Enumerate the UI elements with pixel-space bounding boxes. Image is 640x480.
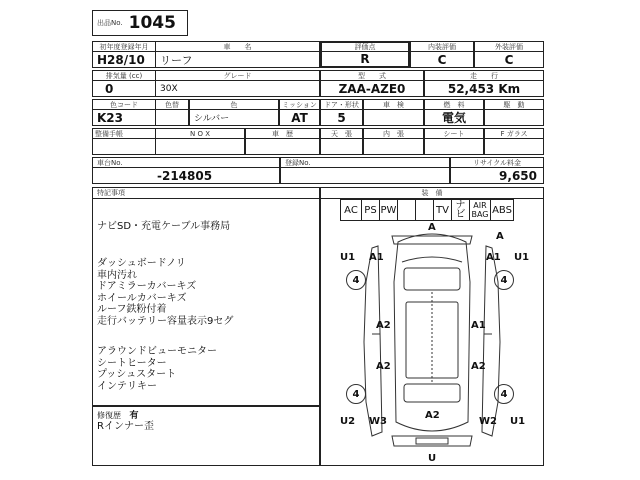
seat-value — [424, 138, 484, 155]
interior-score-label: 内装評価 — [410, 41, 474, 52]
grade-value: 30X — [155, 80, 320, 97]
score-value: R — [320, 51, 410, 68]
left-side — [364, 246, 382, 436]
car-name-label: 車 名 — [155, 41, 320, 52]
remarks-block3: アラウンドビューモニター シートヒーター プッシュスタート インテリキー — [97, 346, 217, 392]
mark-4-front-right: 4 — [494, 270, 514, 290]
equipment-item: ナビ — [451, 199, 470, 221]
sunroof-value — [320, 138, 363, 155]
mark-u1-right: U1 — [514, 252, 530, 263]
interior-score-value: C — [410, 51, 474, 68]
lot-number-box — [92, 10, 188, 36]
mark-a2-rear: A2 — [425, 410, 440, 421]
history-value — [245, 138, 320, 155]
windshield — [404, 268, 460, 290]
chassis-value: -214805 — [92, 167, 280, 184]
equipment-item: PS — [361, 199, 380, 221]
equipment-label: 装 備 — [320, 187, 544, 199]
displacement-value: 0 — [92, 80, 156, 97]
sunroof-label: 天 張 — [320, 128, 363, 139]
repair-label: 修復歴 — [97, 411, 121, 420]
mission-value: AT — [279, 109, 320, 126]
mark-a2-left-rear: A2 — [376, 361, 391, 372]
remarks-block2: ダッシュボードノリ 車内汚れ ドアミラーカバーキズ ホイールカバーキズ ルーフ鉄粉付着 走行バッテリー容量表示9セグ — [97, 258, 234, 327]
mark-a-top: A — [428, 222, 436, 233]
equipment-item: PW — [379, 199, 398, 221]
mark-u1-rear: U1 — [510, 416, 526, 427]
fuel-label: 燃 料 — [424, 99, 484, 110]
mark-a-front-right: A — [496, 231, 504, 242]
recycle-label: リサイクル料金 — [450, 157, 544, 168]
repair-note: Rインナー歪 — [97, 421, 154, 432]
equipment-item: ABS — [490, 199, 514, 221]
inspection-label: 車 検 — [363, 99, 424, 110]
rear-window — [404, 384, 460, 402]
color-code-label: 色コード — [92, 99, 156, 110]
interior-trim-value — [363, 138, 424, 155]
equipment-item — [415, 199, 434, 221]
equipment-row — [340, 199, 514, 221]
remarks-label: 特記事項 — [92, 187, 320, 199]
mark-4-rear-right: 4 — [494, 384, 514, 404]
fuel-value: 電気 — [424, 109, 484, 126]
mileage-label: 走 行 — [424, 70, 544, 81]
mission-label: ミッション — [279, 99, 320, 110]
remarks-line1: ナビSD・充電ケーブル事務局 — [97, 221, 231, 232]
color-change-value — [155, 109, 189, 126]
mark-u2: U2 — [340, 416, 356, 427]
mark-a1-right: A1 — [486, 252, 501, 263]
doors-label: ドア・形状 — [320, 99, 363, 110]
drive-label: 駆 動 — [484, 99, 544, 110]
doors-value: 5 — [320, 109, 363, 126]
mark-a2-right-rear: A2 — [471, 361, 486, 372]
mark-u-bottom: U — [428, 453, 437, 464]
interior-trim-label: 内 張 — [363, 128, 424, 139]
reg-label: 登録No. — [280, 157, 450, 168]
color-label: 色 — [189, 99, 279, 110]
displacement-label: 排気量 (cc) — [92, 70, 156, 81]
manual-value — [92, 138, 156, 155]
history-label: 車 歴 — [245, 128, 320, 139]
equipment-item: TV — [433, 199, 452, 221]
model-label: 型 式 — [320, 70, 424, 81]
equipment-item: AC — [340, 199, 362, 221]
chassis-label: 車台No. — [92, 157, 280, 168]
drive-value — [484, 109, 544, 126]
recycle-value: 9,650 — [450, 167, 544, 184]
mark-u1-left: U1 — [340, 252, 356, 263]
model-value: ZAA-AZE0 — [320, 80, 424, 97]
mark-4-front-left: 4 — [346, 270, 366, 290]
equipment-item — [397, 199, 416, 221]
mark-w2: W2 — [479, 416, 497, 427]
rear-plate — [416, 438, 448, 444]
equipment-item: AIR BAG — [469, 199, 491, 221]
front-bumper — [392, 236, 472, 244]
lot-number: 1045 — [128, 13, 176, 33]
score-label: 評価点 — [320, 41, 410, 52]
seat-label: シート — [424, 128, 484, 139]
car-name-value: リーフ — [155, 51, 320, 68]
mark-a1-right-mid: A1 — [471, 320, 486, 331]
nox-value — [155, 138, 245, 155]
mark-a1-left: A1 — [369, 252, 384, 263]
mark-w3: W3 — [369, 416, 387, 427]
repair-header — [97, 408, 139, 421]
manual-label: 整備手帳 — [92, 128, 156, 139]
color-value: シルバー — [189, 109, 279, 126]
mark-4-rear-left: 4 — [346, 384, 366, 404]
nox-label: N O X — [155, 128, 245, 139]
hood-line — [402, 257, 462, 262]
fglass-label: F ガラス — [484, 128, 544, 139]
exterior-score-value: C — [474, 51, 544, 68]
mileage-value: 52,453 Km — [424, 80, 544, 97]
lot-label: 出品No. — [97, 19, 123, 27]
reg-value — [280, 167, 450, 184]
year-value: H28/10 — [92, 51, 156, 68]
exterior-score-label: 外装評価 — [474, 41, 544, 52]
mark-a2-left-front: A2 — [376, 320, 391, 331]
year-label: 初年度登録年月 — [92, 41, 156, 52]
repair-value: 有 — [129, 411, 139, 421]
grade-label: グレード — [155, 70, 320, 81]
color-code-value: K23 — [92, 109, 156, 126]
fglass-value — [484, 138, 544, 155]
inspection-value — [363, 109, 424, 126]
color-change-label: 色替 — [155, 99, 189, 110]
